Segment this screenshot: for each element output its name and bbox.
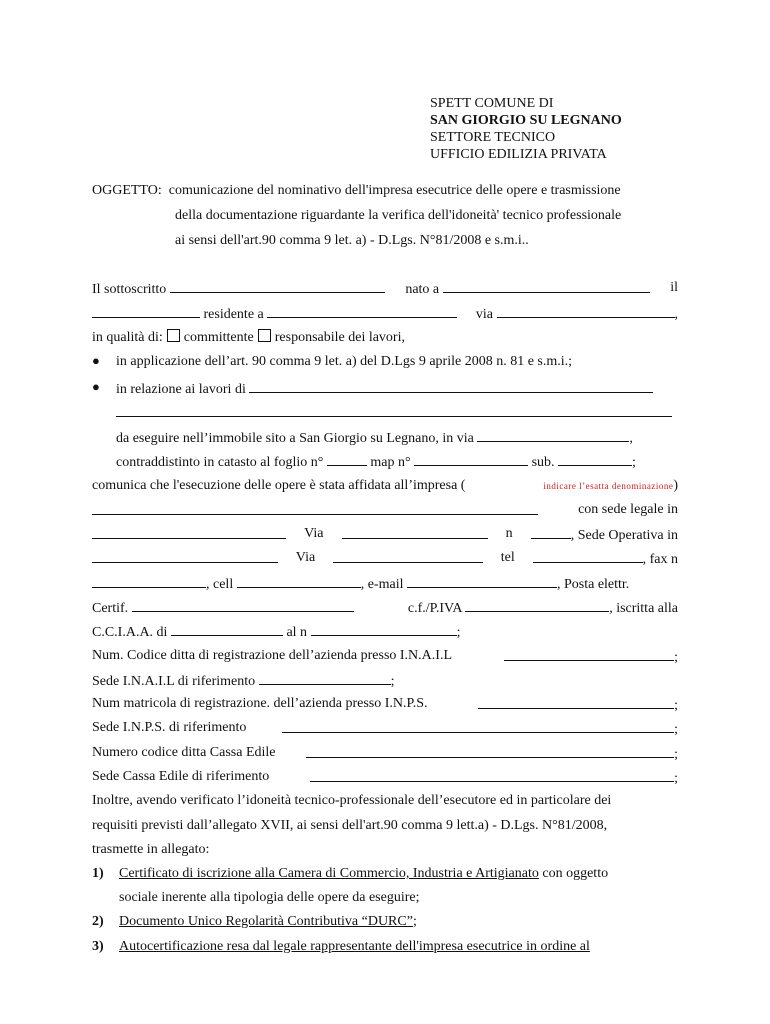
- semicolon: ;: [674, 650, 678, 665]
- label-cell: , cell: [206, 577, 234, 592]
- field-inail-num[interactable]: [504, 648, 674, 661]
- label-cassa-num: Numero codice ditta Cassa Edile: [92, 745, 276, 760]
- label-cciaa: C.C.I.A.A. di: [92, 625, 168, 640]
- field-data-nascita[interactable]: [92, 305, 200, 318]
- label-sottoscritto: Il sottoscritto: [92, 282, 167, 297]
- field-via-immobile[interactable]: [477, 429, 629, 442]
- field-lavori-cont[interactable]: [116, 404, 672, 417]
- bullet-icon: ●: [92, 379, 100, 394]
- label-lavori: in relazione ai lavori di: [116, 382, 246, 397]
- label-via-residenza: via: [475, 307, 493, 322]
- allegato-2-title: Documento Unico Regolarità Contributiva “DURC”: [119, 914, 413, 929]
- label-nato-a: nato a: [405, 282, 440, 297]
- field-inps-num[interactable]: [478, 696, 674, 709]
- semicolon: ;: [456, 625, 461, 640]
- label-sede-legale: con sede legale in: [578, 502, 678, 517]
- label-inps-sede: Sede I.N.P.S. di riferimento: [92, 720, 247, 735]
- row-comunica: [92, 478, 678, 494]
- allegato-2-rest: ;: [412, 914, 417, 929]
- checkbox-committente[interactable]: [167, 329, 180, 342]
- label-pec: , Posta elettr.: [556, 577, 630, 592]
- addressee-block: [430, 95, 622, 163]
- field-cf[interactable]: [465, 599, 609, 612]
- label-n: n: [505, 526, 513, 541]
- field-luogo-nascita[interactable]: [443, 280, 650, 293]
- label-email: , e-mail: [360, 577, 404, 592]
- label-inail-num: Num. Codice ditta di registrazione dell’azienda presso I.N.A.I.L: [92, 648, 452, 663]
- allegato-1-rest: con oggetto: [538, 866, 609, 881]
- row-impresa: [92, 502, 678, 518]
- row-sottoscritto: [92, 280, 678, 298]
- label-cassa-sede: Sede Cassa Edile di riferimento: [92, 769, 270, 784]
- label-da-eseguire: da eseguire nell’immobile sito a San Giorgio su Legnano, in via: [116, 431, 474, 446]
- row-qualita: [92, 329, 405, 346]
- row-cassa-sede: [92, 769, 678, 787]
- trasmette-line: trasmette in allegato:: [92, 842, 210, 857]
- label-foglio: contraddistinto in catasto al foglio n°: [116, 455, 324, 470]
- oggetto-line-2: della documentazione riguardante la verifica dell'idoneità' tecnico professionale: [175, 208, 622, 223]
- label-inps-num: Num matricola di registrazione. dell’azienda presso I.N.P.S.: [92, 696, 428, 711]
- field-sub[interactable]: [558, 453, 632, 466]
- label-il: il: [670, 280, 678, 295]
- field-inail-sede[interactable]: [259, 672, 391, 685]
- label-map: map n°: [370, 455, 411, 470]
- inoltre-line-1: Inoltre, avendo verificato l’idoneità tecnico-professionale dell’esecutore ed in particolare dei: [92, 793, 612, 808]
- row-catasto: [116, 453, 636, 471]
- addressee-line-1: SPETT COMUNE DI: [430, 96, 554, 111]
- allegato-2: [119, 914, 417, 930]
- label-comunica: comunica che l'esecuzione delle opere è stata affidata all’impresa (: [92, 478, 466, 493]
- field-via-op[interactable]: [333, 550, 483, 563]
- comma: ,: [674, 307, 678, 322]
- row-sede-legale: [92, 526, 678, 544]
- label-via-op: Via: [295, 550, 316, 565]
- field-cassa-sede[interactable]: [310, 769, 674, 782]
- allegato-1-cont: sociale inerente alla tipologia delle opere da eseguire;: [119, 890, 420, 905]
- allegato-2-number: 2): [92, 914, 104, 929]
- bullet-applicazione: in applicazione dell’art. 90 comma 9 let. a) del D.Lgs 9 aprile 2008 n. 81 e s.m.i.;: [116, 354, 573, 369]
- row-inail-sede: [92, 672, 395, 690]
- addressee-line-4: UFFICIO EDILIZIA PRIVATA: [430, 147, 607, 162]
- allegato-3: [119, 939, 590, 955]
- hint-denominazione: indicare l’esatta denominazione: [543, 481, 674, 491]
- field-via-sede[interactable]: [342, 526, 488, 539]
- field-pec[interactable]: [132, 599, 354, 612]
- field-tel[interactable]: [533, 550, 643, 563]
- row-inps-num: [92, 696, 678, 714]
- field-sede-operativa[interactable]: [92, 550, 278, 563]
- label-committente: committente: [183, 330, 254, 345]
- label-fax: , fax n: [642, 552, 678, 567]
- semicolon: ;: [632, 455, 636, 470]
- row-cciaa: [92, 623, 460, 641]
- allegato-3-number: 3): [92, 939, 104, 954]
- addressee-line-3: SETTORE TECNICO: [430, 130, 556, 145]
- row-lavori-cont: [116, 404, 672, 422]
- semicolon: ;: [674, 722, 678, 737]
- allegato-1: [119, 866, 608, 882]
- semicolon: ;: [674, 747, 678, 762]
- field-inps-sede[interactable]: [282, 720, 674, 733]
- row-sede-operativa: [92, 550, 678, 568]
- row-cassa-num: [92, 745, 678, 763]
- field-map[interactable]: [414, 453, 528, 466]
- row-lavori: [116, 380, 653, 398]
- row-contatti: [92, 575, 678, 593]
- label-sede-operativa: , Sede Operativa in: [570, 528, 678, 543]
- label-cf: c.f./P.IVA: [407, 601, 462, 616]
- semicolon: ;: [674, 698, 678, 713]
- field-email[interactable]: [407, 575, 557, 588]
- field-nome[interactable]: [170, 280, 385, 293]
- field-cell[interactable]: [237, 575, 361, 588]
- addressee-line-2: SAN GIORGIO SU LEGNANO: [430, 113, 622, 128]
- label-qualita: in qualità di:: [92, 330, 163, 345]
- row-certif: [92, 599, 678, 617]
- allegato-1-number: 1): [92, 866, 104, 881]
- field-sede-legale[interactable]: [92, 526, 286, 539]
- allegato-1-title: Certificato di iscrizione alla Camera di Commercio, Industria e Artigianato: [119, 866, 539, 881]
- label-residente: residente a: [203, 307, 264, 322]
- allegato-3-title: Autocertificazione resa dal legale rappresentante dell'impresa esecutrice in ordine al: [119, 939, 590, 954]
- field-civico[interactable]: [531, 526, 571, 539]
- label-responsabile: responsabile dei lavori,: [274, 330, 405, 345]
- oggetto-line-3: ai sensi dell'art.90 comma 9 let. a) - D.Lgs. N°81/2008 e s.m.i..: [175, 233, 529, 248]
- close-paren: ): [673, 478, 678, 493]
- semicolon: ;: [674, 771, 678, 786]
- bullet-icon: ●: [92, 353, 100, 368]
- field-residenza[interactable]: [267, 305, 457, 318]
- label-tel: tel: [500, 550, 515, 565]
- row-da-eseguire: [116, 429, 633, 447]
- field-cassa-num[interactable]: [306, 745, 674, 758]
- comma: ,: [629, 431, 633, 446]
- field-impresa[interactable]: [92, 502, 538, 515]
- field-cciaa-n[interactable]: [311, 623, 457, 636]
- field-fax[interactable]: [92, 575, 206, 588]
- label-inail-sede: Sede I.N.A.I.L di riferimento: [92, 674, 256, 689]
- field-cciaa[interactable]: [171, 623, 283, 636]
- label-certif: Certif.: [92, 601, 129, 616]
- field-lavori[interactable]: [249, 380, 653, 393]
- semicolon: ;: [390, 674, 395, 689]
- oggetto-line-1: [92, 183, 621, 199]
- inoltre-line-2: requisiti previsti dall’allegato XVII, ai sensi dell'art.90 comma 9 lett.a) - D.Lgs. N°81/2008,: [92, 818, 608, 833]
- label-sub: sub.: [531, 455, 555, 470]
- oggetto-label: OGGETTO:: [92, 183, 162, 198]
- field-via-residenza[interactable]: [497, 305, 675, 318]
- row-residente: [92, 305, 678, 323]
- oggetto-text-1: comunicazione del nominativo dell'impresa esecutrice delle opere e trasmissione: [168, 183, 621, 198]
- label-iscritta: , iscritta alla: [609, 601, 678, 616]
- label-al-n: al n: [286, 625, 308, 640]
- row-inps-sede: [92, 720, 678, 738]
- field-foglio[interactable]: [327, 453, 367, 466]
- row-inail-num: [92, 648, 678, 666]
- label-via: Via: [304, 526, 324, 541]
- checkbox-responsabile[interactable]: [258, 329, 271, 342]
